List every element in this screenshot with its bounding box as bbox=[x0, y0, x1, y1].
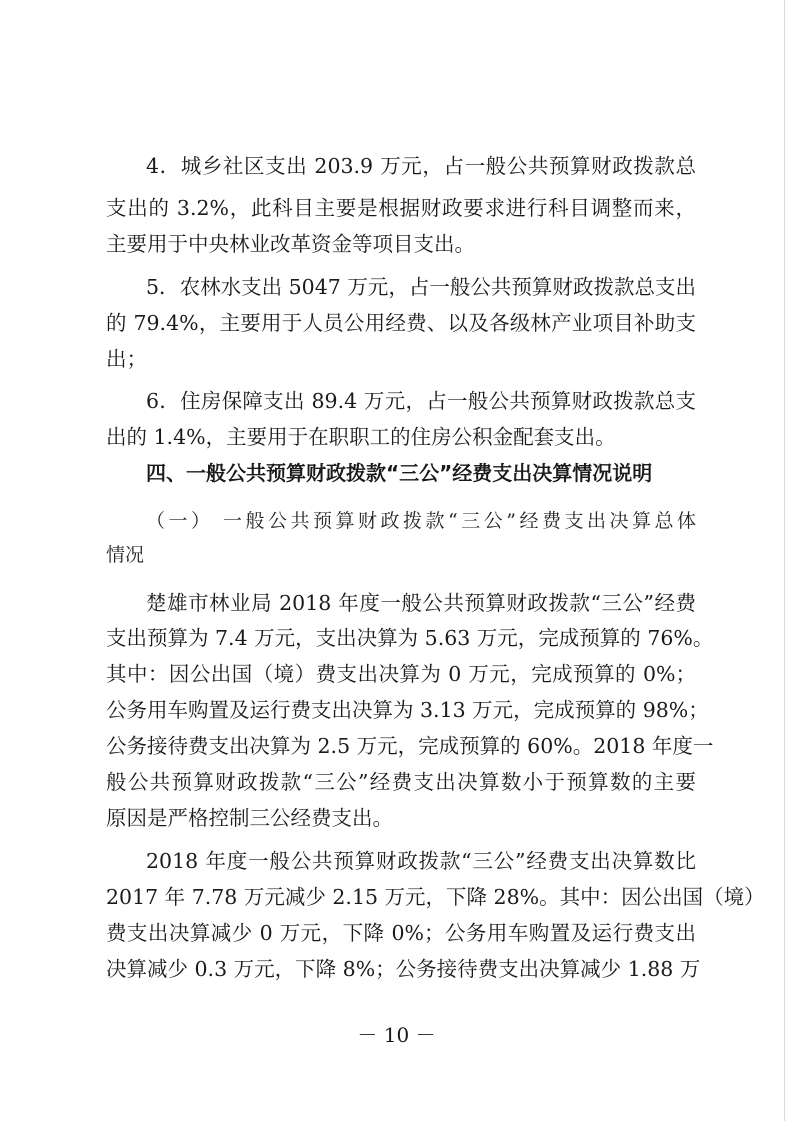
paragraph-line: 般公共预算财政拨款“三公”经费支出决算数小于预算数的主要 bbox=[106, 770, 696, 794]
paragraph-line: 决算减少 0.3 万元，下降 8%；公务接待费支出决算减少 1.88 万 bbox=[106, 957, 701, 981]
paragraph-line: 楚雄市林业局 2018 年度一般公共预算财政拨款“三公”经费 bbox=[146, 591, 696, 615]
page-number: － 10 － bbox=[357, 1023, 436, 1047]
paragraph-line: 4．城乡社区支出 203.9 万元，占一般公共预算财政拨款总 bbox=[146, 154, 696, 178]
paragraph-line: 出； bbox=[106, 347, 147, 371]
paragraph-line: 出的 1.4%，主要用于在职职工的住房公积金配套支出。 bbox=[106, 425, 616, 449]
paragraph-line: 支出的 3.2%，此科目主要是根据财政要求进行科目调整而来， bbox=[106, 196, 696, 220]
paragraph-line: 支出预算为 7.4 万元，支出决算为 5.63 万元，完成预算的 76%。 bbox=[106, 626, 714, 650]
subsection-heading-cont: 情况 bbox=[106, 544, 145, 566]
paragraph-line: 2018 年度一般公共预算财政拨款“三公”经费支出决算数比 bbox=[146, 849, 696, 873]
paragraph-line: 原因是严格控制三公经费支出。 bbox=[106, 806, 393, 830]
paragraph-line: 其中：因公出国（境）费支出决算为 0 万元，完成预算的 0%； bbox=[106, 662, 696, 686]
scan-edge-divider bbox=[784, 0, 785, 1121]
subsection-heading: （一） 一般公共预算财政拨款“三公”经费支出决算总体 bbox=[146, 510, 696, 532]
paragraph-line: 主要用于中央林业改革资金等项目支出。 bbox=[106, 232, 475, 256]
paragraph-line: 的 79.4%，主要用于人员公用经费、以及各级林产业项目补助支 bbox=[106, 311, 696, 335]
paragraph-line: 2017 年 7.78 万元减少 2.15 万元，下降 28%。其中：因公出国（境） bbox=[106, 885, 765, 909]
paragraph-line: 公务用车购置及运行费支出决算为 3.13 万元，完成预算的 98%； bbox=[106, 698, 709, 722]
paragraph-line: 5．农林水支出 5047 万元，占一般公共预算财政拨款总支出 bbox=[146, 275, 696, 299]
paragraph-line: 公务接待费支出决算为 2.5 万元，完成预算的 60%。2018 年度一 bbox=[106, 734, 714, 758]
section-heading: 四、一般公共预算财政拨款“三公”经费支出决算情况说明 bbox=[146, 461, 653, 485]
paragraph-line: 6．住房保障支出 89.4 万元，占一般公共预算财政拨款总支 bbox=[146, 389, 696, 413]
paragraph-line: 费支出决算减少 0 万元，下降 0%；公务用车购置及运行费支出 bbox=[106, 921, 696, 945]
